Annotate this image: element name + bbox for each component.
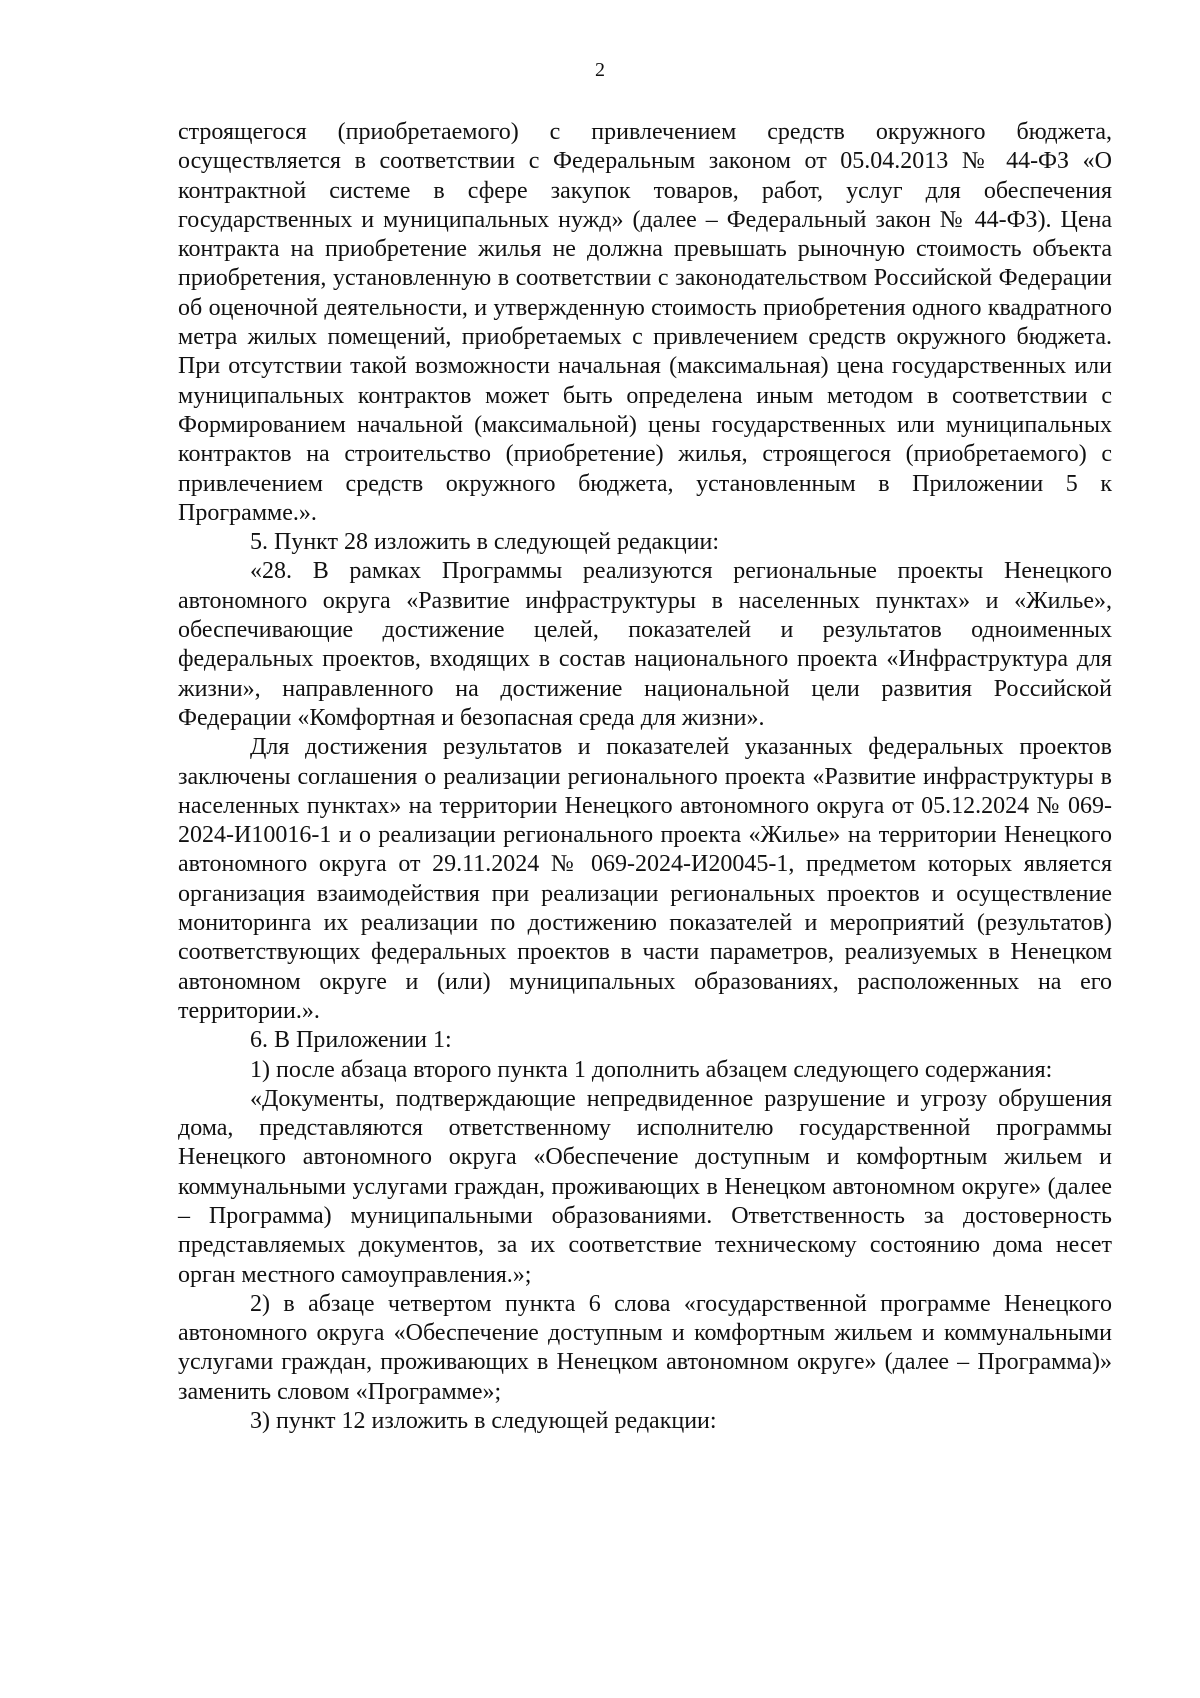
page-number: 2 — [595, 59, 605, 81]
paragraph-documents: «Документы, подтверждающие непредвиденное разрушение и угрозу обрушения дома, представляются ответственному исполнителю государственной программы Ненецкого автономного округа «Обеспечение доступным и комфортным жильем и коммунальными услугами граждан, проживающих в Ненецком автономном округе» (далее – Программа) муниципальными образованиями. Ответственность за достоверность представляемых документов, за их соответствие техническому состоянию дома несет орган местного самоуправления.»; — [178, 1085, 1112, 1288]
paragraph-subitem-3: 3) пункт 12 изложить в следующей редакции: — [250, 1408, 717, 1435]
document-body — [178, 118, 1112, 1436]
paragraph-clause-28: «28. В рамках Программы реализуются региональные проекты Ненецкого автономного округа «Развитие инфраструктуры в населенных пунктах» и «Жилье», обеспечивающие достижение целей, показателей и результатов одноименных федеральных проектов, входящих в состав национального проекта «Инфраструктура для жизни», направленного на достижение национальной цели развития Российской Федерации «Комфортная и безопасная среда для жизни». — [178, 558, 1112, 731]
paragraph-item-5: 5. Пункт 28 изложить в следующей редакции: — [250, 529, 720, 556]
paragraph-item-6: 6. В Приложении 1: — [250, 1027, 452, 1054]
paragraph-continuation: строящегося (приобретаемого) с привлечением средств окружного бюджета, осуществляется в соответствии с Федеральным законом от 05.04.2013 № 44-ФЗ «О контрактной системе в сфере закупок товаров, работ, услуг для обеспечения государственных и муниципальных нужд» (далее – Федеральный закон № 44-ФЗ). Цена контракта на приобретение жилья не должна превышать рыночную стоимость объекта приобретения, установленную в соответствии с законодательством Российской Федерации об оценочной деятельности, и утвержденную стоимость приобретения одного квадратного метра жилых помещений, приобретаемых с привлечением средств окружного бюджета. При отсутствии такой возможности начальная (максимальная) цена государственных или муниципальных контрактов может быть определена иным методом в соответствии с Формированием начальной (максимальной) цены государственных или муниципальных контрактов на строительство (приобретение) жилья, строящегося (приобретаемого) с привлечением средств окружного бюджета, установленным в Приложении 5 к Программе.». — [178, 119, 1112, 526]
paragraph-subitem-2: 2) в абзаце четвертом пункта 6 слова «государственной программе Ненецкого автономного округа «Обеспечение доступным и комфортным жильем и коммунальными услугами граждан, проживающих в Ненецком автономном округе» (далее – Программа)» заменить словом «Программе»; — [178, 1290, 1112, 1405]
paragraph-agreements: Для достижения результатов и показателей указанных федеральных проектов заключены соглашения о реализации регионального проекта «Развитие инфраструктуры в населенных пунктах» на территории Ненецкого автономного округа от 05.12.2024 № 069-2024-И10016-1 и о реализации регионального проекта «Жилье» на территории Ненецкого автономного округа от 29.11.2024 № 069-2024-И20045-1, предметом которых является организация взаимодействия при реализации региональных проектов и осуществление мониторинга их реализации по достижению показателей и мероприятий (результатов) соответствующих федеральных проектов в части параметров, реализуемых в Ненецком автономном округе и (или) муниципальных образованиях, расположенных на его территории.». — [178, 734, 1112, 1024]
paragraph-subitem-1: 1) после абзаца второго пункта 1 дополнить абзацем следующего содержания: — [250, 1056, 1053, 1083]
